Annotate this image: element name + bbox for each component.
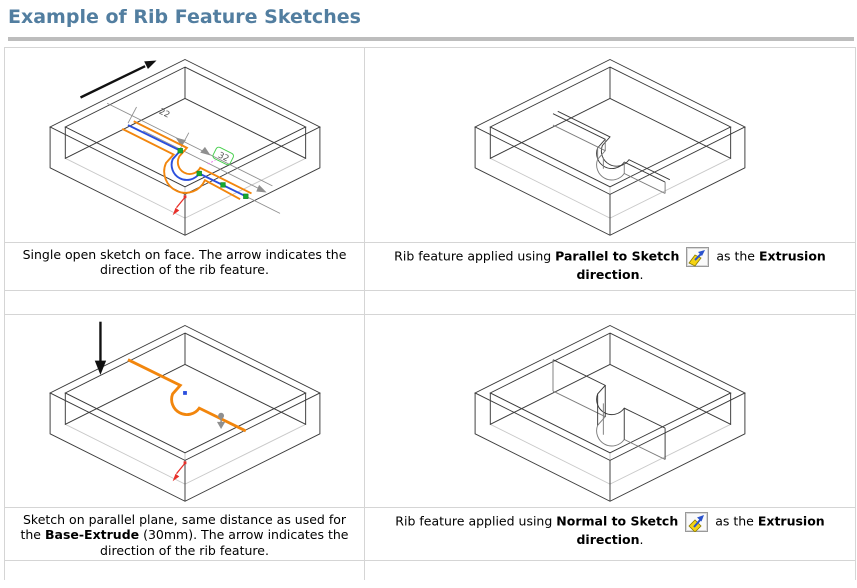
caption-row-1 bbox=[5, 243, 856, 291]
caption-bold: Extrusion direction bbox=[576, 513, 825, 547]
rib-top-edge bbox=[553, 360, 665, 428]
figure-cell-1 bbox=[5, 48, 365, 243]
caption-text: Rib feature applied using bbox=[395, 513, 557, 529]
sketch-relation-marker bbox=[196, 171, 201, 176]
sketch-relation-marker bbox=[243, 194, 248, 199]
rib-bottom-edge bbox=[553, 125, 665, 193]
figure-row-2 bbox=[5, 315, 856, 508]
figure-sketch-parallel-plane bbox=[25, 316, 345, 506]
rib-bottom-edge bbox=[553, 391, 665, 459]
parallel-to-sketch-icon bbox=[686, 247, 709, 267]
page-title: Example of Rib Feature Sketches bbox=[8, 6, 361, 28]
caption-text: Single open sketch on face. The arrow indicates the direction of the rib feature. bbox=[22, 247, 347, 278]
figure-rib-normal bbox=[450, 316, 770, 506]
examples-table bbox=[4, 47, 856, 580]
normal-to-sketch-icon bbox=[685, 512, 708, 532]
figure-cell-3 bbox=[5, 315, 365, 508]
sketch-line bbox=[128, 360, 246, 431]
caption-row-2 bbox=[5, 508, 856, 561]
caption-text: Sketch on parallel plane, same distance as used for the bbox=[20, 512, 347, 543]
caption-bold: Normal to Sketch bbox=[556, 513, 679, 529]
caption-1 bbox=[5, 243, 365, 291]
figure-rib-parallel bbox=[450, 50, 770, 240]
caption-bold: Parallel to Sketch bbox=[555, 248, 680, 264]
caption-text: as the bbox=[716, 248, 759, 264]
caption-3 bbox=[5, 508, 365, 561]
spacer-row bbox=[5, 291, 856, 315]
sketch-relation-marker bbox=[220, 183, 225, 188]
sketch-relation-marker bbox=[177, 148, 182, 153]
caption-4 bbox=[365, 508, 856, 561]
figure-cell-2 bbox=[365, 48, 856, 243]
dimension-line bbox=[143, 131, 261, 190]
figure-row-1 bbox=[5, 48, 856, 243]
origin-arrow bbox=[176, 463, 185, 473]
rib-vertical-edges bbox=[598, 385, 665, 459]
rib-top-edge bbox=[553, 114, 665, 182]
caption-text: (30mm). The arrow indicates the direction of the rib feature. bbox=[100, 527, 349, 558]
caption-text: Rib feature applied using bbox=[394, 248, 556, 264]
caption-2 bbox=[365, 243, 856, 291]
caption-text: . bbox=[639, 532, 644, 547]
partial-next-row bbox=[5, 560, 856, 580]
caption-text: . bbox=[639, 267, 644, 282]
caption-text: as the bbox=[715, 513, 758, 529]
caption-bold: Base-Extrude bbox=[44, 527, 140, 543]
figure-single-open-sketch bbox=[25, 50, 345, 240]
boxed-dimension bbox=[211, 146, 234, 166]
origin-point bbox=[183, 391, 187, 395]
caption-bold: Extrusion direction bbox=[576, 248, 826, 282]
figure-cell-4 bbox=[365, 315, 856, 508]
origin-arrow bbox=[176, 197, 185, 207]
rib-direction-arrow bbox=[80, 66, 145, 97]
title-divider bbox=[8, 37, 854, 41]
dimension-label: 22 bbox=[156, 106, 171, 121]
svg-text:32: 32 bbox=[215, 150, 230, 165]
